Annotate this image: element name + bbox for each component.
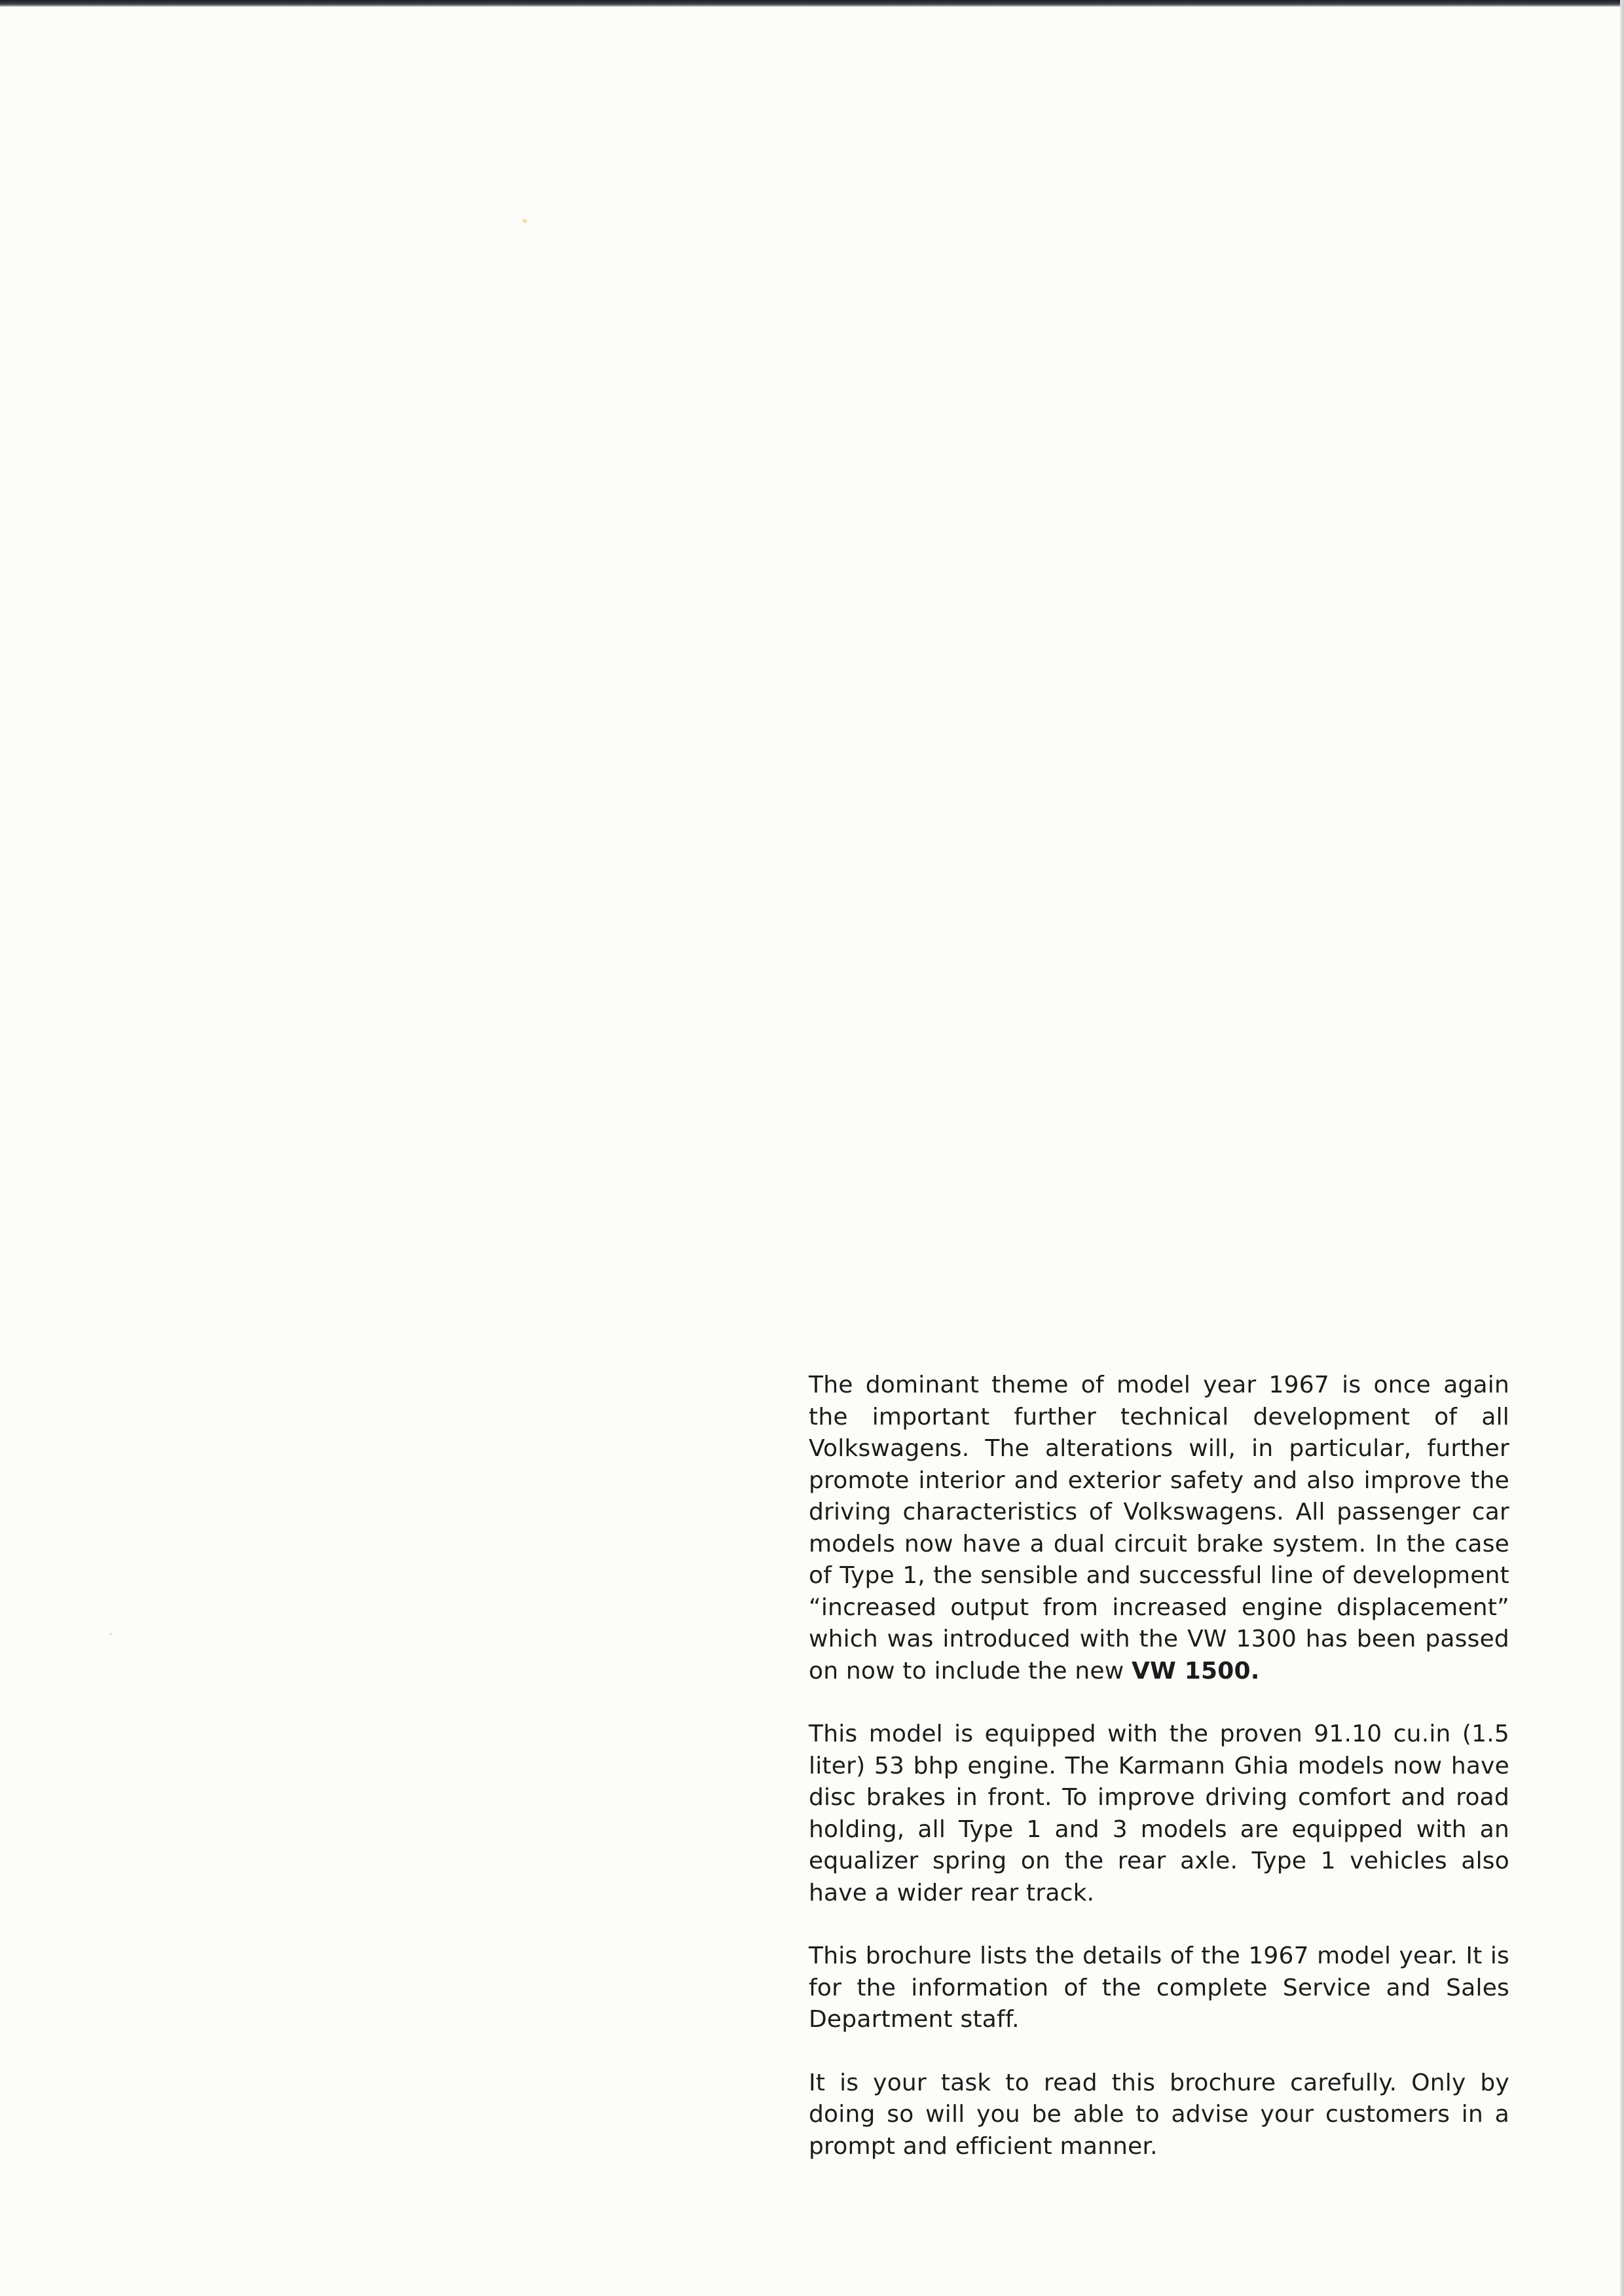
paragraph-1-text: The dominant theme of model year 1967 is once again the important further technical development of all Volkswagens. The alterations will, in particular, further promote interior and exterior safety and also improve the driving characteristics of Volkswagens. All passenger car models now have a dual circuit brake system. In the case of Type 1, the sensible and successful line of development “increased output from increased engine displacement” which was introduced with the VW 1300 has been passed on now to include the new	[809, 1372, 1509, 1685]
intro-text-block	[809, 1370, 1509, 2162]
paragraph-model-year-theme	[809, 1370, 1509, 1687]
paper-speck	[523, 219, 527, 223]
paragraph-brochure-purpose: This brochure lists the details of the 1967 model year. It is for the information of the complete Service and Sales Department staff.	[809, 1942, 1509, 2033]
paragraph-reader-task: It is your task to read this brochure carefully. Only by doing so will you be able to advise your customers in a prompt and efficient manner.	[809, 2069, 1509, 2160]
page-right-edge	[1620, 0, 1624, 2296]
paper-speck	[110, 1633, 112, 1635]
paper-speck	[637, 1338, 638, 1339]
vw-1500-emphasis: VW 1500.	[1132, 1657, 1260, 1685]
page-top-edge	[0, 0, 1624, 7]
paragraph-engine-details: This model is equipped with the proven 91.10 cu.in (1.5 liter) 53 bhp engine. The Karmann Ghia models now have disc brakes in front. To improve driving comfort and road holding, all Type 1 and 3 models are equipped with an equalizer spring on the rear axle. Type 1 vehicles also have a wider rear track.	[809, 1721, 1509, 1906]
